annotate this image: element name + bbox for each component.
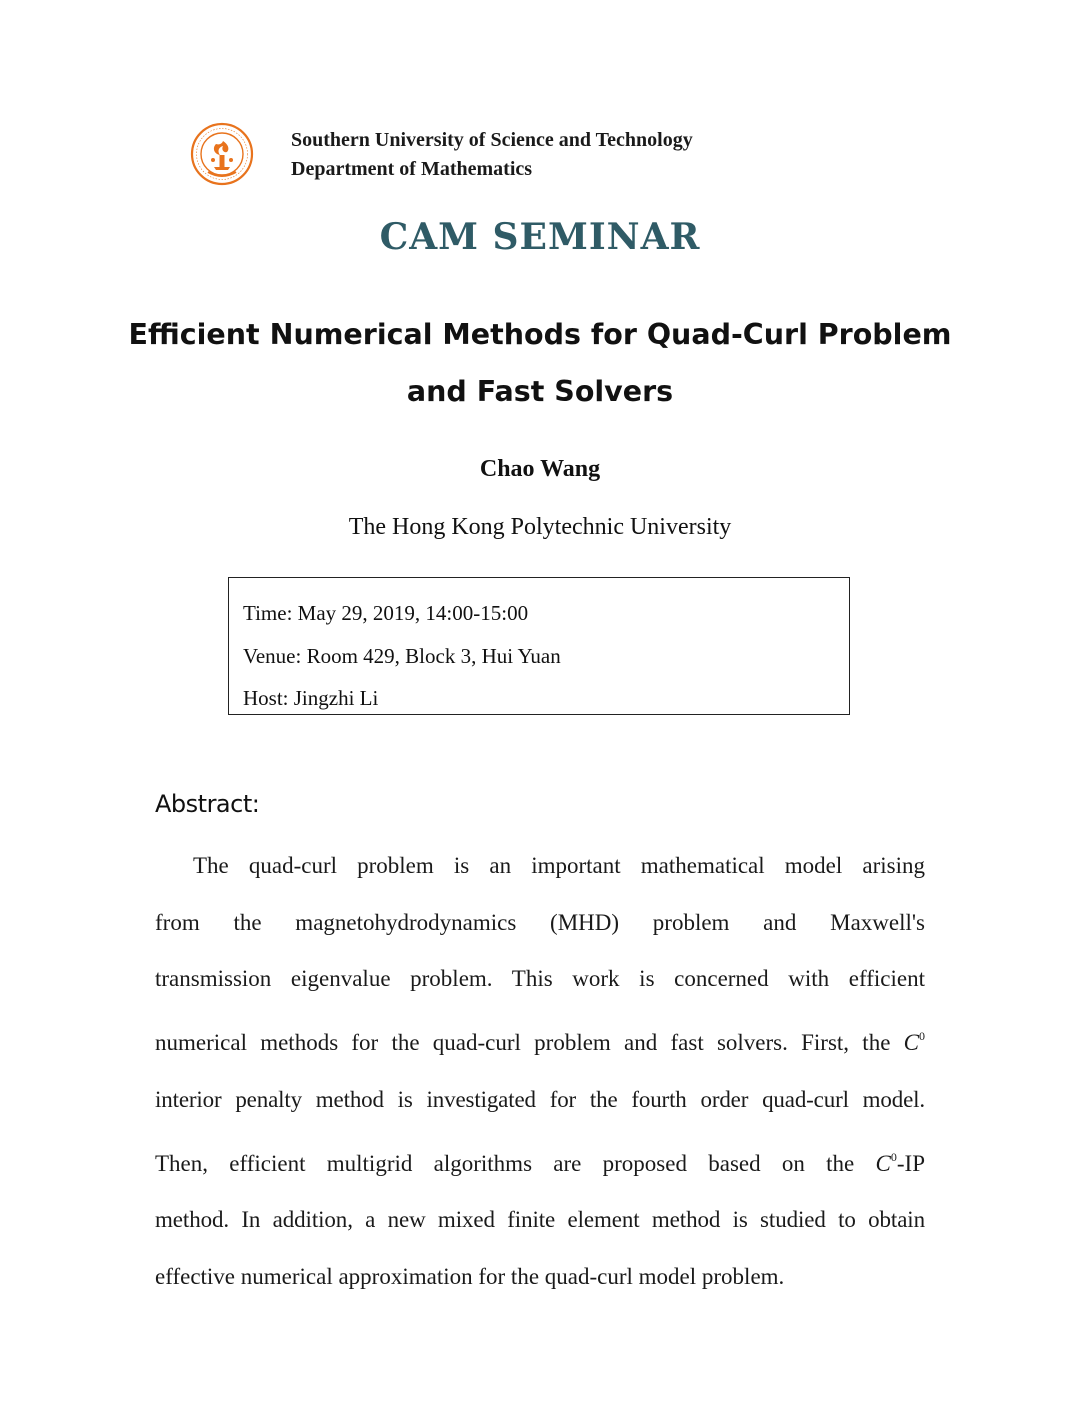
abstract-line: effective numerical approximation for the quad-curl model problem. [155,1263,785,1289]
abstract-line-text: Then, efficient multigrid algorithms are proposed based on the [155,1150,855,1176]
speaker-name: Chao Wang [479,456,601,482]
abstract-line-with-math [155,1129,925,1193]
organization-block [291,126,693,184]
abstract-body [155,838,925,1306]
abstract-line-text: numerical methods for the quad-curl problem and fast solvers. First, the [155,1030,891,1056]
abstract-line: from the magnetohydrodynamics (MHD) problem and Maxwell's [155,909,925,935]
university-name: Southern University of Science and Technology [291,129,693,151]
talk-title [120,306,960,420]
event-host: Host: Jingzhi Li [243,686,379,710]
university-seal-icon [190,122,254,186]
abstract-line: method. In addition, a new mixed finite element method is studied to obtain [155,1207,925,1233]
event-time: Time: May 29, 2019, 14:00-15:00 [243,601,529,625]
event-details-box [228,577,850,715]
math-suffix: -IP [896,1150,926,1176]
abstract-line: The quad-curl problem is an important mathematical model arising [193,853,925,878]
event-venue: Venue: Room 429, Block 3, Hui Yuan [243,643,561,668]
abstract-line-with-math [155,1008,925,1072]
header [190,122,890,186]
abstract-line: interior penalty method is investigated for the fourth order quad-curl model. [155,1086,925,1112]
math-c0: $C^0$ [903,1029,925,1056]
math-c0: $C^0$ [875,1149,897,1176]
seminar-name: CAM SEMINAR [379,216,701,258]
abstract-heading: Abstract: [155,790,260,818]
talk-title-line-1: Efficient Numerical Methods for Quad-Curl Problem [128,318,952,351]
department-name: Department of Mathematics [291,158,533,180]
abstract-line: transmission eigenvalue problem. This work is concerned with efficient [155,966,925,992]
speaker-affiliation: The Hong Kong Polytechnic University [348,514,732,540]
talk-title-line-2: and Fast Solvers [406,375,674,408]
